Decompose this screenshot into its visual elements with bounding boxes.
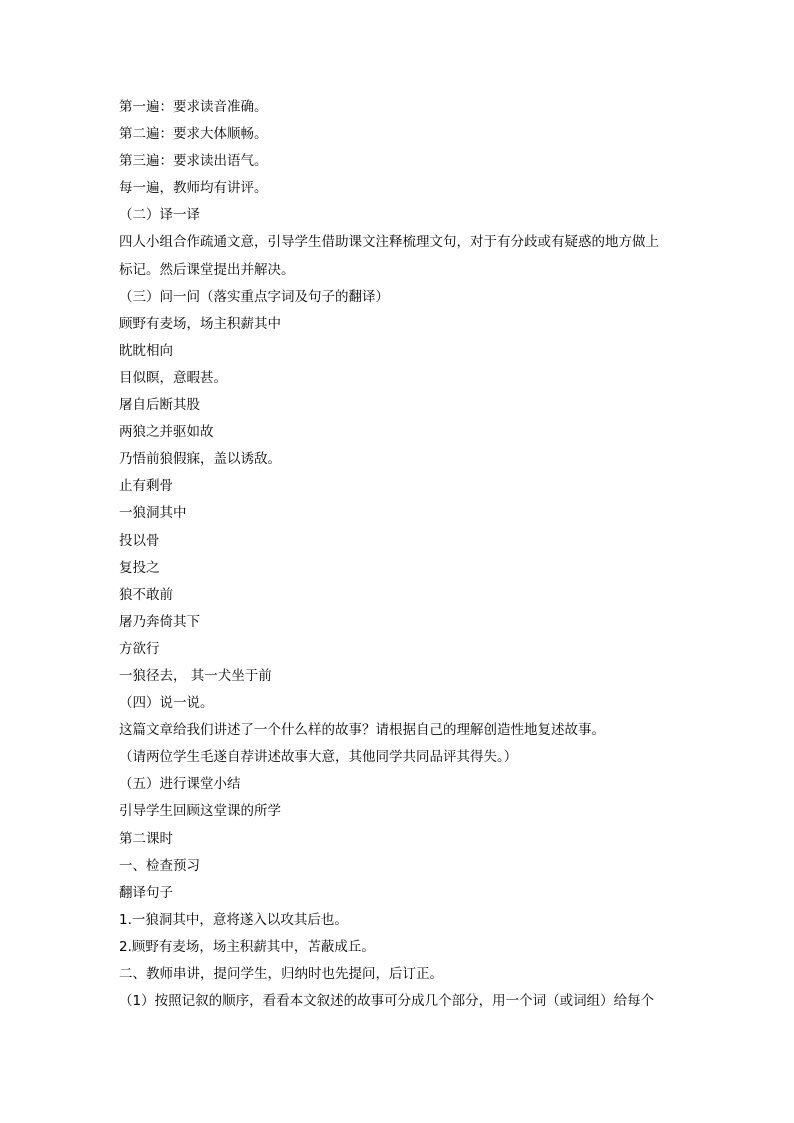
text-line-16: 一狼洞其中: [119, 505, 187, 522]
text-line-21: 方欲行: [119, 640, 160, 657]
section-heading-ask: （三）问一问（落实重点字词及句子的翻译）: [119, 288, 389, 305]
text-line-15: 止有剩骨: [119, 478, 173, 495]
text-line-18: 复投之: [119, 559, 160, 576]
text-line-30: 翻译句子: [119, 884, 173, 901]
section-heading-lecture: 二、教师串讲，提问学生，归纳时也先提问，后订正。: [119, 966, 443, 982]
text-line-24: 这篇文章给我们讲述了一个什么样的故事？请根据自己的理解创造性地复述故事。: [119, 722, 605, 739]
text-line-2: 第二遍：要求大体顺畅。: [119, 126, 268, 143]
text-line-25: （请两位学生毛遂自荐讲述故事大意，其他同学共同品评其得失。）: [119, 749, 518, 766]
text-line-9: 顾野有麦场，场主积薪其中: [119, 315, 281, 332]
text-line-20: 屠乃奔倚其下: [119, 613, 200, 630]
text-line-3: 第三遍：要求读出语气。: [119, 153, 268, 170]
text-line-17: 投以骨: [119, 532, 160, 549]
text-line-4: 每一遍，教师均有讲评。: [119, 180, 268, 197]
section-heading-translate: （二）译一译: [119, 207, 200, 224]
text-line-6: 四人小组合作疏通文意，引导学生借助课文注释梳理文句，对于有分歧或有疑惑的地方做上: [119, 234, 659, 251]
text-line-19: 狼不敢前: [119, 586, 173, 603]
text-line-14: 乃悟前狼假寐，盖以诱敌。: [119, 451, 281, 468]
text-line-10: 眈眈相向: [119, 342, 173, 359]
text-line-31: 1.一狼洞其中，意将遂入以攻其后也。: [119, 911, 348, 928]
text-line-12: 屠自后断其股: [119, 397, 200, 414]
section-heading-say: （四）说一说。: [119, 695, 214, 712]
text-line-22: 一狼径去， 其一犬坐于前: [119, 667, 272, 684]
section-heading-summary: （五）进行课堂小结: [119, 776, 241, 793]
text-line-13: 两狼之并驱如故: [119, 424, 214, 441]
text-line-11: 目似瞑，意暇甚。: [119, 369, 227, 386]
text-line-1: 第一遍：要求读音准确。: [119, 99, 268, 115]
text-line-32: 2.顾野有麦场，场主积薪其中，苫蔽成丘。: [119, 938, 375, 955]
document-body: [119, 94, 679, 1015]
text-line-27: 引导学生回顾这堂课的所学: [119, 803, 281, 820]
text-line-34: （1）按照记叙的顺序，看看本文叙述的故事可分成几个部分，用一个词（或词组）给每个: [119, 993, 655, 1010]
section-heading-review: 一、检查预习: [119, 857, 200, 874]
lesson-heading: 第二课时: [119, 830, 173, 847]
text-line-7: 标记。然后课堂提出并解决。: [119, 261, 295, 278]
